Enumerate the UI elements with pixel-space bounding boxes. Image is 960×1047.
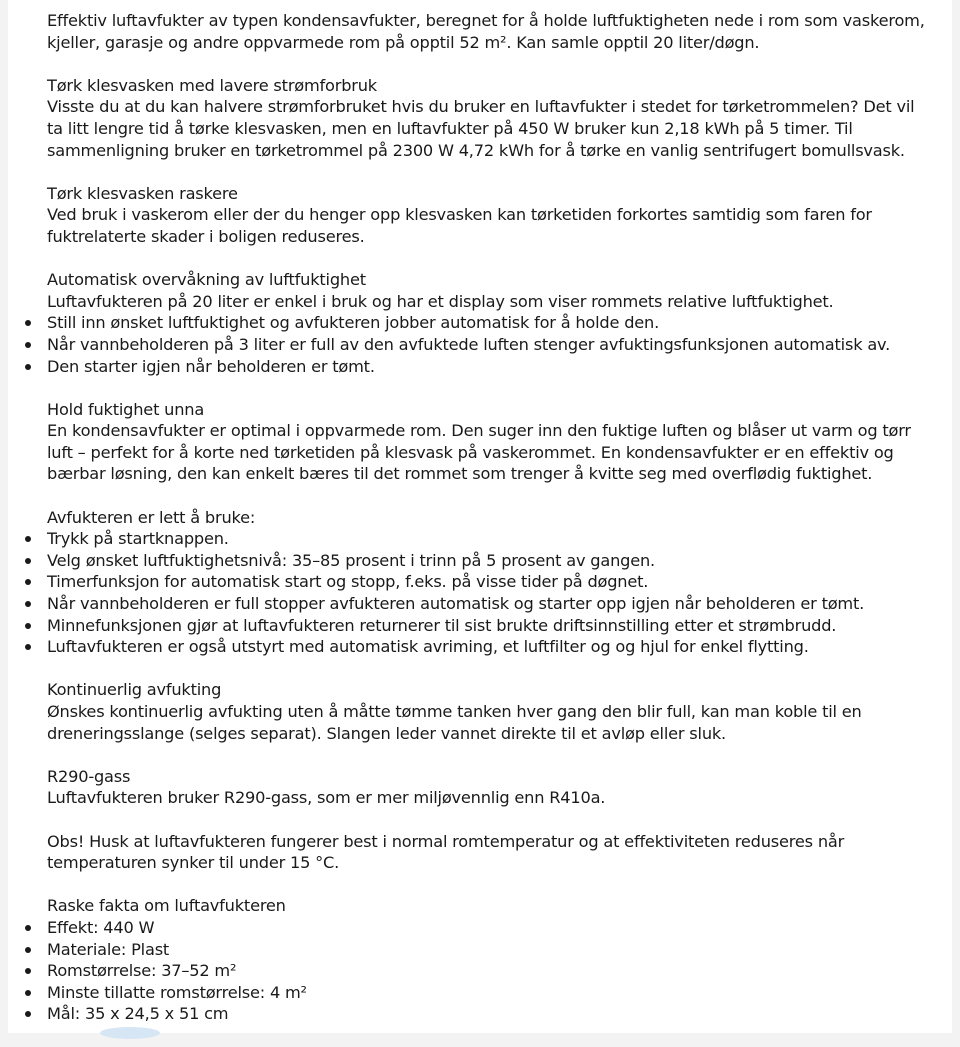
list-item: Mål: 35 x 24,5 x 51 cm xyxy=(47,1003,927,1025)
bullet-list xyxy=(47,917,927,1025)
section-text: Ønskes kontinuerlig avfukting uten å måtte tømme tanken hver gang den blir full, kan man koble til en dreneringsslange (selges separat). Slangen leder vannet direkte til et avløp eller sluk. xyxy=(47,702,862,743)
list-item: Minste tillatte romstørrelse: 4 m² xyxy=(47,982,927,1004)
section-text: Ved bruk i vaskerom eller der du henger opp klesvasken kan tørketiden forkortes samtidig som faren for fuktrelaterte skader i boligen reduseres. xyxy=(47,205,872,246)
section-text: Visste du at du kan halvere strømforbruket hvis du bruker en luftavfukter i stedet for tørketrommelen? Det vil ta litt lengre tid å tørke klesvasken, men en luftavfukter på 450 W bruker kun 2,18 kWh på 5 timer. Til sammenligning bruker en tørketrommel på 2300 W 4,72 kWh for å tørke en vanlig sentrifugert bomullsvask. xyxy=(47,97,915,160)
bullet-list xyxy=(47,312,927,377)
list-item: Effekt: 440 W xyxy=(47,917,927,939)
list-item: Luftavfukteren er også utstyrt med automatisk avriming, et luftfilter og og hjul for enkel flytting. xyxy=(47,636,927,658)
section-easy-to-use xyxy=(47,507,927,658)
decorative-shape xyxy=(100,1027,160,1039)
section-heading: R290-gass xyxy=(47,766,131,786)
section-heading: Kontinuerlig avfukting xyxy=(47,680,222,700)
list-item: Still inn ønsket luftfuktighet og avfukteren jobber automatisk for å holde den. xyxy=(47,312,927,334)
section-heading: Hold fuktighet unna xyxy=(47,399,205,419)
section-keep-humidity-away xyxy=(47,399,927,485)
section-quick-facts xyxy=(47,895,927,1025)
product-description xyxy=(47,10,927,1047)
intro-text: Effektiv luftavfukter av typen kondensavfukter, beregnet for å holde luftfuktigheten nede i rom som vaskerom, kjeller, garasje og andre oppvarmede rom på opptil 52 m². Kan samle opptil 20 liter/døgn. xyxy=(47,11,925,52)
list-item: Når vannbeholderen på 3 liter er full av den avfuktede luften stenger avfuktingsfunksjonen automatisk av. xyxy=(47,334,927,356)
section-humidity-monitoring xyxy=(47,269,927,377)
section-heading: Avfukteren er lett å bruke: xyxy=(47,507,256,527)
section-faster-drying xyxy=(47,183,927,248)
section-energy-saving xyxy=(47,75,927,161)
intro-section xyxy=(47,10,927,53)
list-item: Trykk på startknappen. xyxy=(47,528,927,550)
section-heading: Tørk klesvasken raskere xyxy=(47,183,238,203)
section-text: Luftavfukteren på 20 liter er enkel i bruk og har et display som viser rommets relative luftfuktighet. xyxy=(47,291,834,311)
section-text: Luftavfukteren bruker R290-gass, som er mer miljøvennlig enn R410a. xyxy=(47,788,606,808)
list-item: Når vannbeholderen er full stopper avfukteren automatisk og starter opp igjen når beholderen er tømt. xyxy=(47,593,927,615)
section-heading: Raske fakta om luftavfukteren xyxy=(47,896,286,916)
section-text: En kondensavfukter er optimal i oppvarmede rom. Den suger inn den fuktige luften og blåser ut varm og tørr luft – perfekt for å korte ned tørketiden på klesvask på vaskerommet. En kondensavfukter er en effektiv og bærbar løsning, den kan enkelt bæres til det rommet som trenger å kvitte seg med overflødig fuktighet. xyxy=(47,421,911,484)
section-heading: Tørk klesvasken med lavere strømforbruk xyxy=(47,75,377,95)
bullet-list xyxy=(47,528,927,658)
list-item: Timerfunksjon for automatisk start og stopp, f.eks. på visse tider på døgnet. xyxy=(47,571,927,593)
list-item: Materiale: Plast xyxy=(47,939,927,961)
section-r290-gas xyxy=(47,766,927,809)
list-item: Minnefunksjonen gjør at luftavfukteren returnerer til sist brukte driftsinnstilling etter et strømbrudd. xyxy=(47,615,927,637)
section-note xyxy=(47,831,927,874)
list-item: Romstørrelse: 37–52 m² xyxy=(47,960,927,982)
note-text: Obs! Husk at luftavfukteren fungerer best i normal romtemperatur og at effektiviteten reduseres når temperaturen synker til under 15 °C. xyxy=(47,831,845,873)
product-description-panel xyxy=(8,0,952,1033)
list-item: Den starter igjen når beholderen er tømt. xyxy=(47,356,927,378)
section-continuous-dehumidifying xyxy=(47,679,927,744)
list-item: Velg ønsket luftfuktighetsnivå: 35–85 prosent i trinn på 5 prosent av gangen. xyxy=(47,550,927,572)
section-heading: Automatisk overvåkning av luftfuktighet xyxy=(47,270,366,290)
